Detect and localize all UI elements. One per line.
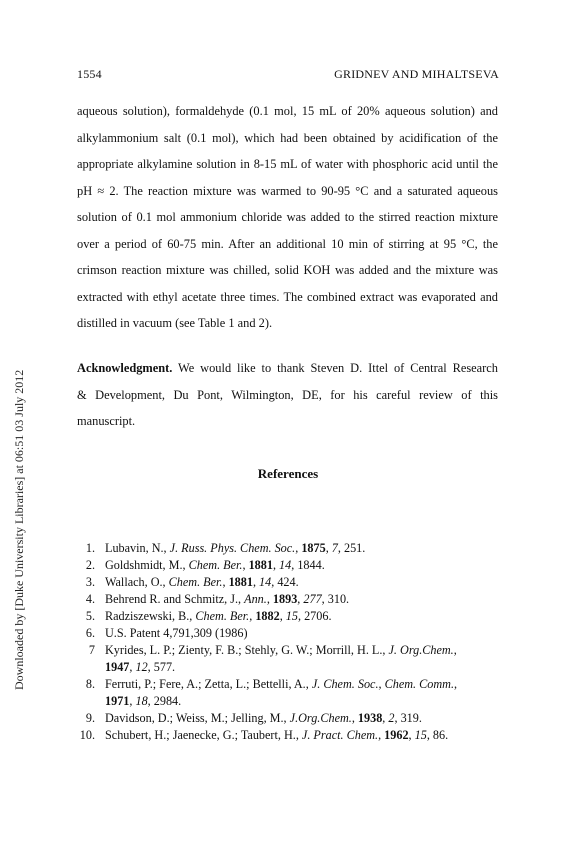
- reference-item: 8. Ferruti, P.; Fere, A.; Zetta, L.; Bettelli, A., J. Chem. Soc., Chem. Comm., 1971, 18, 2984.: [77, 676, 517, 710]
- acknowledgment-title: Acknowledgment.: [77, 361, 173, 375]
- text-line: distilled in vacuum (see Table 1 and 2).: [77, 316, 273, 330]
- reference-item: 6. U.S. Patent 4,791,309 (1986): [77, 625, 517, 642]
- text-line: crimson reaction mixture was chilled, solid KOH was added and the mixture was: [77, 263, 498, 277]
- reference-number: 3.: [85, 575, 95, 589]
- text-line: appropriate alkylamine solution in 8-15 mL of water with phosphoric acid until the: [77, 157, 498, 171]
- reference-item: 9. Davidson, D.; Weiss, M.; Jelling, M., J.Org.Chem., 1938, 2, 319.: [77, 710, 517, 727]
- text-line: over a period of 60-75 min. After an additional 10 min of stirring at 95 °C, the: [77, 236, 498, 251]
- text-line: aqueous solution), formaldehyde (0.1 mol, 15 mL of 20% aqueous solution) and: [77, 104, 498, 118]
- reference-number: 4.: [85, 592, 95, 606]
- download-note: Downloaded by [Duke University Libraries] at 06:51 03 July 2012: [12, 369, 26, 690]
- text-line: alkylammonium salt (0.1 mol), which had been obtained by acidification of the: [77, 130, 498, 145]
- reference-number: 6.: [85, 626, 95, 640]
- reference-item: 10. Schubert, H.; Jaenecke, G.; Taubert, H., J. Pract. Chem., 1962, 15, 86.: [77, 727, 517, 744]
- acknowledgment-paragraph: [77, 355, 498, 435]
- running-authors: GRIDNEV AND MIHALTSEVA: [334, 67, 499, 81]
- page-number: 1554: [77, 67, 102, 81]
- procedure-paragraph: [77, 98, 498, 337]
- reference-number: 9.: [85, 711, 95, 725]
- text-line: solution of 0.1 mol ammonium chloride was added to the stirred reaction mixture: [77, 210, 498, 224]
- text-line: extracted with ethyl acetate three times. The combined extract was evaporated and: [77, 289, 498, 304]
- reference-item: 5. Radziszewski, B., Chem. Ber., 1882, 15, 2706.: [77, 608, 517, 625]
- reference-item: 4. Behrend R. and Schmitz, J., Ann., 1893, 277, 310.: [77, 591, 517, 608]
- reference-item: 2. Goldshmidt, M., Chem. Ber., 1881, 14, 1844.: [77, 557, 517, 574]
- reference-item: 7 Kyrides, L. P.; Zienty, F. B.; Stehly, G. W.; Morrill, H. L., J. Org.Chem., 1947, 12, 577.: [77, 642, 517, 676]
- reference-number: 7: [88, 643, 95, 657]
- reference-number: 2.: [85, 558, 95, 572]
- reference-item: 1. Lubavin, N., J. Russ. Phys. Chem. Soc., 1875, 7, 251.: [77, 540, 517, 557]
- reference-number: 10.: [79, 728, 95, 742]
- references-heading: References: [257, 466, 319, 481]
- reference-number: 5.: [85, 609, 95, 623]
- text-line: pH ≈ 2. The reaction mixture was warmed to 90-95 °C and a saturated aqueous: [77, 183, 498, 198]
- text-line: [77, 355, 498, 382]
- reference-item: 3. Wallach, O., Chem. Ber., 1881, 14, 424.: [77, 574, 517, 591]
- text-line: & Development, Du Pont, Wilmington, DE, for his careful review of this: [77, 387, 498, 402]
- running-header: [77, 67, 499, 83]
- reference-number: 1.: [85, 541, 95, 555]
- acknowledgment-text: We would like to thank Steven D. Ittel of Central Research: [178, 361, 498, 375]
- reference-list: [77, 540, 517, 744]
- text-line: manuscript.: [77, 414, 136, 428]
- reference-number: 8.: [85, 677, 95, 691]
